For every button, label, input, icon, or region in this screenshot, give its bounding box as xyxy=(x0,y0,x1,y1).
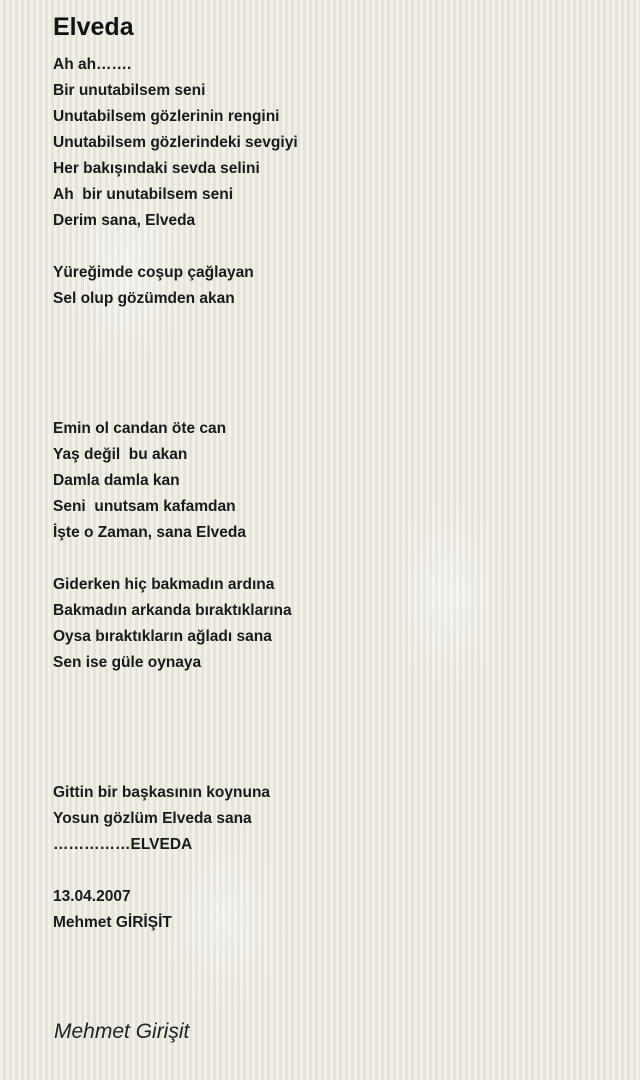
poem-line: İşte o Zaman, sana Elveda xyxy=(53,524,246,541)
poem-line: Ah ah……. xyxy=(53,56,132,73)
poem-line: Giderken hiç bakmadın ardına xyxy=(53,576,275,593)
poem-line: Yosun gözlüm Elveda sana xyxy=(53,810,252,827)
poem-line: 13.04.2007 xyxy=(53,888,131,905)
author-signature: Mehmet Girişit xyxy=(54,1020,190,1043)
poem-line: Seni unutsam kafamdan xyxy=(53,498,236,515)
poem-line: Emin ol candan öte can xyxy=(53,420,227,437)
poem-blank-line xyxy=(53,364,613,390)
poem-line: Bakmadın arkanda bıraktıklarına xyxy=(53,602,292,619)
poem-line: Gittin bir başkasının koynuna xyxy=(53,784,271,801)
poem-line: Derim sana, Elveda xyxy=(53,212,196,229)
poem-line: Unutabilsem gözlerindeki sevgiyi xyxy=(53,134,298,151)
poem-blank-line xyxy=(53,702,613,728)
poem-body xyxy=(53,52,613,936)
poem-line: Sen ise güle oynaya xyxy=(53,654,202,671)
poem-line: Sel olup gözümden akan xyxy=(53,290,235,307)
poem-line: Damla damla kan xyxy=(53,472,180,489)
poem-line: Yaş değil bu akan xyxy=(53,446,188,463)
poem-line: Mehmet GİRİŞİT xyxy=(53,914,172,931)
poem-blank-line xyxy=(53,234,613,260)
poem-blank-line xyxy=(53,754,613,780)
poem-blank-line xyxy=(53,858,613,884)
poem-line: Oysa bıraktıkların ağladı sana xyxy=(53,628,272,645)
poem-line: Unutabilsem gözlerinin rengini xyxy=(53,108,280,125)
poem-blank-line xyxy=(53,676,613,702)
poem-blank-line xyxy=(53,390,613,416)
poem-line: Yüreğimde coşup çağlayan xyxy=(53,264,254,281)
poem-line: Bir unutabilsem seni xyxy=(53,82,206,99)
poem-line: Her bakışındaki sevda selini xyxy=(53,160,260,177)
poem-title: Elveda xyxy=(53,13,134,41)
poem-blank-line xyxy=(53,546,613,572)
poem-line: Ah bir unutabilsem seni xyxy=(53,186,233,203)
poem-blank-line xyxy=(53,338,613,364)
poem-line: ……………ELVEDA xyxy=(53,836,193,853)
poem-blank-line xyxy=(53,312,613,338)
poem-blank-line xyxy=(53,728,613,754)
